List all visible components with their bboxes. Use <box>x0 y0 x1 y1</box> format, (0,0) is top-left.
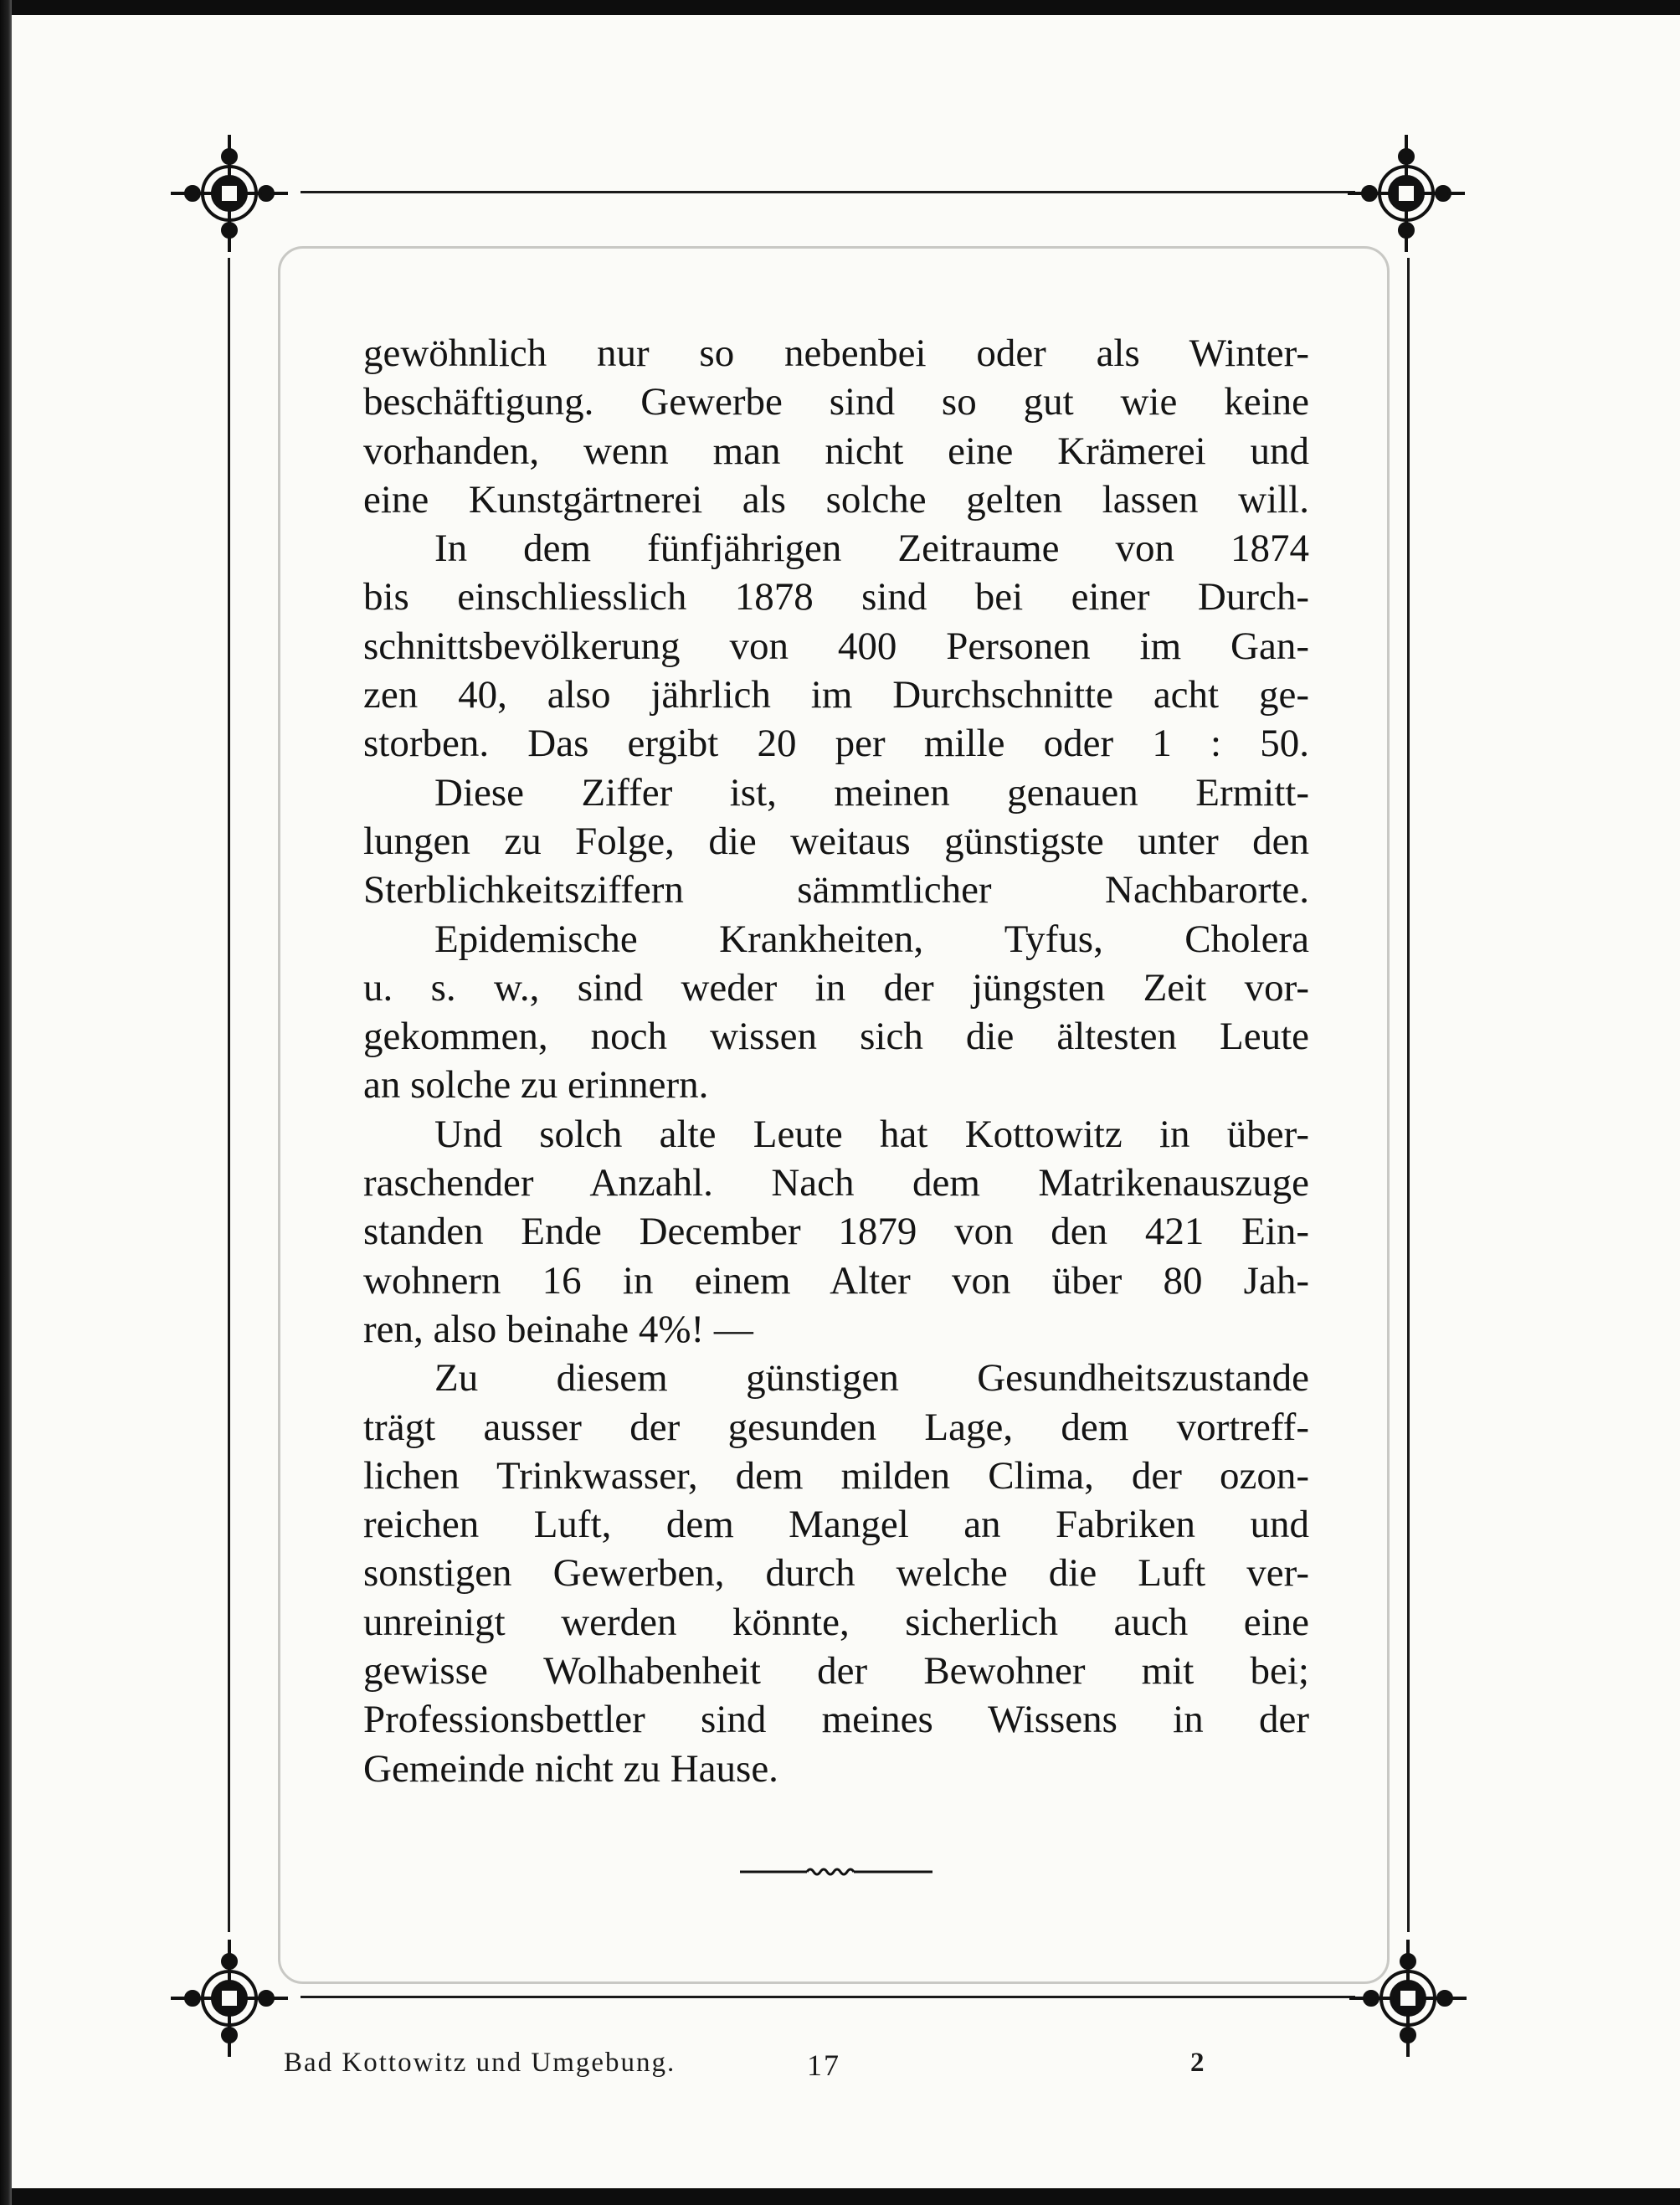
text-line: standen Ende December 1879 von den 421 Ein- <box>363 1210 1309 1254</box>
corner-ornament-bottom-right-icon <box>1345 1935 1471 2061</box>
text-line: an solche zu erinnern. <box>363 1063 709 1108</box>
body-text <box>363 329 1309 1793</box>
page-number: 17 <box>807 2048 840 2082</box>
text-line: zen 40, also jährlich im Durchschnitte acht ge- <box>363 673 1309 717</box>
text-line: Zu diesem günstigen Gesundheitszustande <box>434 1356 1309 1401</box>
text-line: Sterblichkeitsziffern sämmtlicher Nachbarorte. <box>363 868 1309 912</box>
paragraph <box>363 524 1309 768</box>
text-line: ren, also beinahe 4%! — <box>363 1307 753 1351</box>
frame-bottom-line <box>301 1996 1355 1998</box>
text-line: raschender Anzahl. Nach dem Matrikenauszuge <box>363 1161 1309 1205</box>
text-line: u. s. w., sind weder in der jüngsten Zeit vor- <box>363 965 1309 1010</box>
text-line: beschäftigung. Gewerbe sind so gut wie keine <box>363 380 1309 424</box>
corner-ornament-top-left-icon <box>167 131 292 256</box>
paragraph <box>363 768 1309 915</box>
text-line: Und solch alte Leute hat Kottowitz in über- <box>434 1112 1309 1156</box>
corner-ornament-bottom-left-icon <box>167 1935 292 2061</box>
text-line: trägt ausser der gesunden Lage, dem vortreff- <box>363 1405 1309 1449</box>
text-line: gewisse Wolhabenheit der Bewohner mit bei; <box>363 1649 1309 1694</box>
text-line: reichen Luft, dem Mangel an Fabriken und <box>363 1503 1309 1547</box>
scan-edge <box>0 0 12 2205</box>
text-line: lichen Trinkwasser, dem milden Clima, der ozon- <box>363 1453 1309 1498</box>
paragraph <box>363 329 1309 524</box>
text-line: In dem fünfjährigen Zeitraume von 1874 <box>434 527 1309 571</box>
signature-mark: 2 <box>1190 2048 1206 2078</box>
text-line: lungen zu Folge, die weitaus günstigste unter den <box>363 819 1309 863</box>
text-line: Diese Ziffer ist, meinen genauen Ermitt- <box>434 770 1309 815</box>
text-line: gewöhnlich nur so nebenbei oder als Winter- <box>363 332 1309 375</box>
text-line: storben. Das ergibt 20 per mille oder 1 : 50. <box>363 722 1309 766</box>
text-line: Epidemische Krankheiten, Tyfus, Cholera <box>434 917 1309 961</box>
text-line: eine Kunstgärtnerei als solche gelten lassen will. <box>363 477 1309 522</box>
corner-ornament-top-right-icon <box>1343 131 1469 256</box>
text-line: schnittsbevölkerung von 400 Personen im Gan- <box>363 624 1309 668</box>
text-line: vorhanden, wenn man nicht eine Krämerei und <box>363 429 1309 473</box>
text-line: gekommen, noch wissen sich die ältesten Leute <box>363 1015 1309 1059</box>
text-line: bis einschliesslich 1878 sind bei einer Durch- <box>363 575 1309 619</box>
running-title: Bad Kottowitz und Umgebung. <box>284 2048 676 2078</box>
end-divider-icon <box>740 1863 932 1880</box>
paragraph <box>363 915 1309 1110</box>
text-line: unreinigt werden könnte, sicherlich auch eine <box>363 1600 1309 1644</box>
text-line: Gemeinde nicht zu Hause. <box>363 1746 778 1791</box>
frame-left-line <box>228 258 230 1932</box>
frame-right-line <box>1407 258 1410 1932</box>
book-page <box>12 15 1680 2188</box>
text-line: Professionsbettler sind meines Wissens in der <box>363 1698 1309 1742</box>
paragraph <box>363 1110 1309 1354</box>
frame-top-line <box>301 191 1355 193</box>
paragraph <box>363 1354 1309 1793</box>
text-line: wohnern 16 in einem Alter von über 80 Jah- <box>363 1258 1309 1303</box>
text-line: sonstigen Gewerben, durch welche die Luft ver- <box>363 1551 1309 1596</box>
